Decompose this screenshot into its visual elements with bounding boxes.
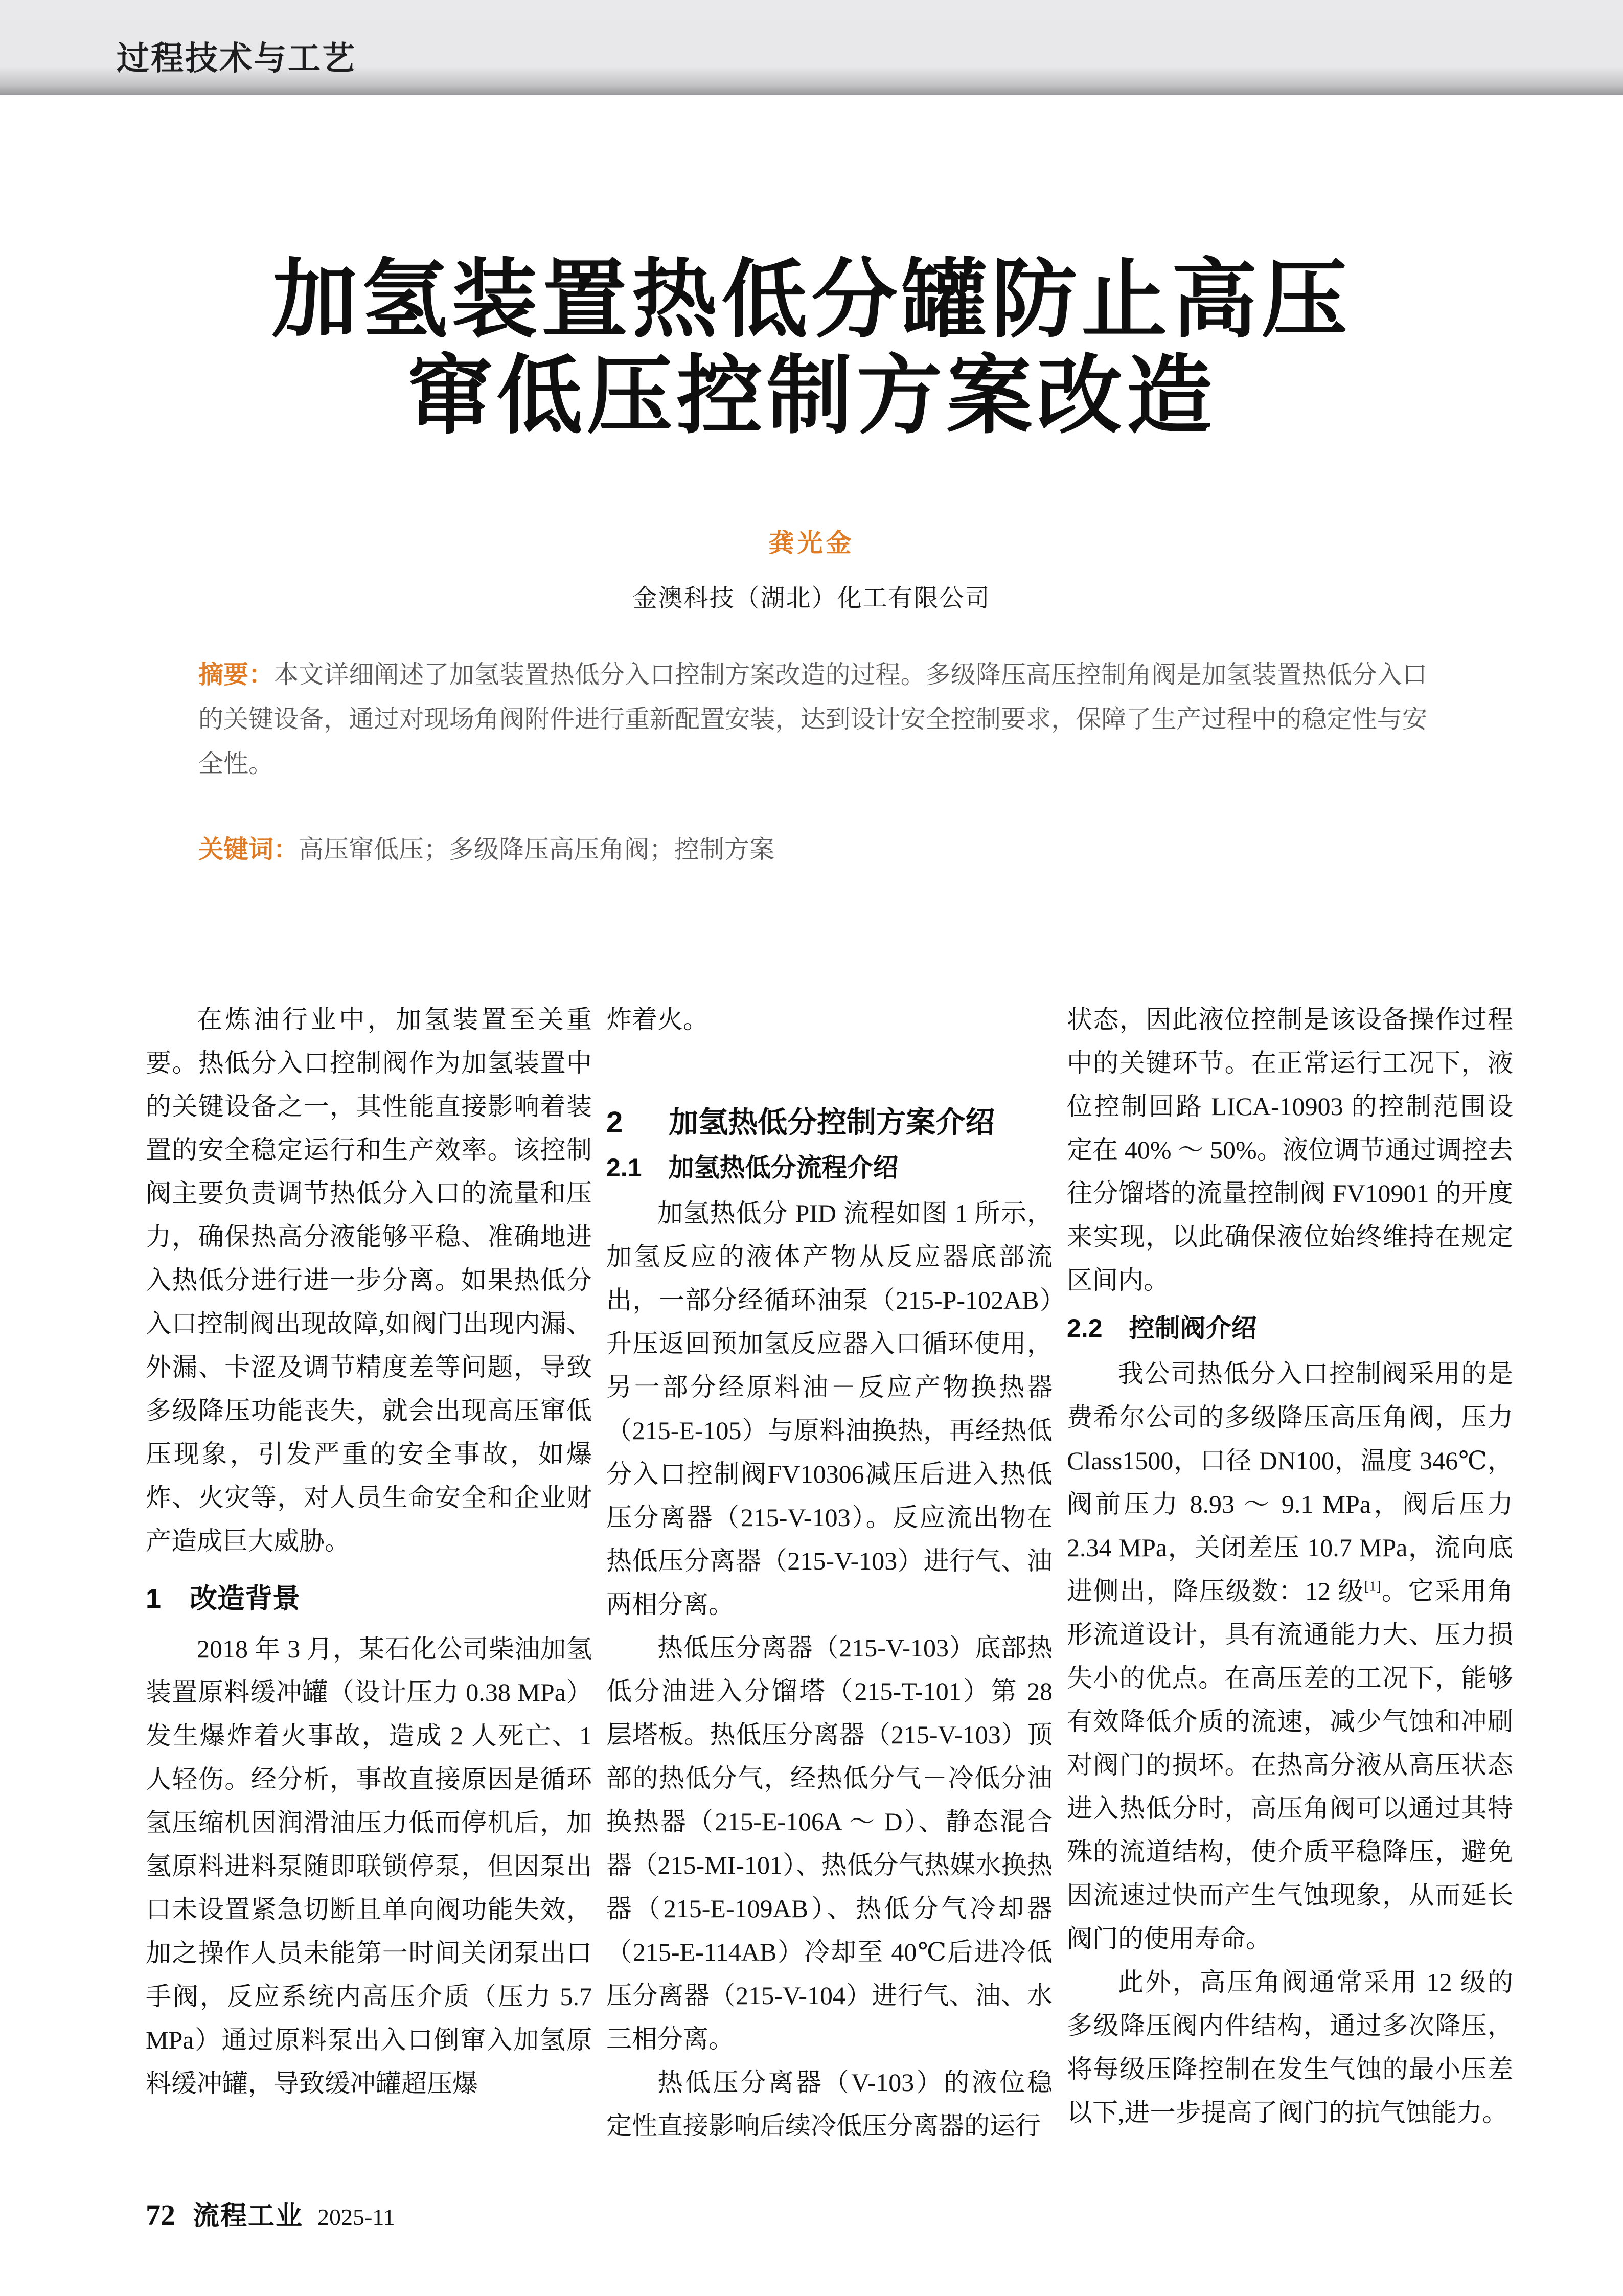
article-body: [146, 998, 1513, 2148]
valve-spec-text: 我公司热低分入口控制阀采用的是费希尔公司的多级降压高压角阀，压力 Class1500，口径 DN100，温度 346℃，阀前压力 8.93 ～ 9.1 MPa，阀后压力 2.34 MPa，关闭差压 10.7 MPa，流向底进侧出，降压级数：12 级: [1067, 1359, 1513, 1605]
subsection-title: 控制阀介绍: [1129, 1314, 1257, 1343]
author-affiliation: 金澳科技（湖北）化工有限公司: [632, 585, 991, 612]
subsection-number: 2.2: [1067, 1314, 1103, 1343]
subsection-heading-2-2: [1067, 1311, 1513, 1345]
section-title: 改造背景: [190, 1583, 301, 1614]
section-label: 过程技术与工艺: [117, 40, 356, 77]
paragraph-continuation: 状态，因此液位控制是该设备操作过程中的关键环节。在正常运行工况下，液位控制回路 LICA-10903 的控制范围设定在 40% ～ 50%。液位调节通过调控去往分馏塔的流量控制阀 FV10901 的开度来实现，以此确保液位始终维持在规定区间内。: [1067, 1005, 1513, 1294]
abstract-label: 摘要：: [198, 661, 274, 689]
journal-issue: 2025-11: [317, 2204, 395, 2230]
paragraph-intro: 在炼油行业中，加氢装置至关重要。热低分入口控制阀作为加氢装置中的关键设备之一，其性能直接影响着装置的安全稳定运行和生产效率。该控制阀主要负责调节热低分入口的流量和压力，确保热高分液能够平稳、准确地进入热低分进行进一步分离。如果热低分入口控制阀出现故障,如阀门出现内漏、外漏、卡涩及调节精度差等问题，导致多级降压功能丧失，就会出现高压窜低压现象，引发严重的安全事故，如爆炸、火灾等，对人员生命安全和企业财产造成巨大威胁。: [146, 1005, 592, 1555]
paragraph-process-flow: 加氢热低分 PID 流程如图 1 所示，加氢反应的液体产物从反应器底部流出，一部分经循环油泵（215-P-102AB）升压返回预加氢反应器入口循环使用，另一部分经原料油－反应产物换热器（215-E-105）与原料油换热，再经热低分入口控制阀FV10306减压后进入热低压分离器（215-V-103）。反应流出物在热低压分离器（215-V-103）进行气、油两相分离。: [606, 1199, 1053, 1619]
masthead-band: [0, 0, 1623, 95]
section-heading-2: [606, 1104, 1053, 1142]
paragraph-valve-intro: [1067, 1352, 1513, 1961]
subsection-heading-2-1: [606, 1151, 1053, 1185]
body-column-1: [146, 998, 592, 2148]
paragraph-separator-flow: 热低压分离器（215-V-103）底部热低分油进入分馏塔（215-T-101）第 28 层塔板。热低压分离器（215-V-103）顶部的热低分气，经热低分气－冷低分油换热器（215-E-106A ～ D）、静态混合器（215-MI-101）、热低分气热媒水换热器（215-E-109AB）、热低分气冷却器（215-E-114AB）冷却至 40℃后进冷低压分离器（215-V-104）进行气、油、水三相分离。: [606, 1633, 1053, 2053]
keywords-block: [198, 834, 1427, 865]
subsection-title: 加氢热低分流程介绍: [668, 1153, 899, 1182]
section-heading-1: [146, 1580, 592, 1617]
section-number: 2: [606, 1106, 623, 1139]
valve-design-text: 。它采用角形流道设计，具有流通能力大、压力损失小的优点。在高压差的工况下，能够有效降低介质的流速，减少气蚀和冲刷对阀门的损坏。在热高分液从高压状态进入热低分时，高压角阀可以通过其特殊的流道结构，使介质平稳降压，避免因流速过快而产生气蚀现象，从而延长阀门的使用寿命。: [1067, 1577, 1514, 1953]
paragraph-level-control: 热低压分离器（V-103）的液位稳定性直接影响后续冷低压分离器的运行: [606, 2068, 1053, 2140]
keywords-label: 关键词：: [198, 836, 299, 863]
article-title-line2: 窜低压控制方案改造: [406, 348, 1217, 444]
article-title: [0, 252, 1623, 444]
journal-name: 流程工业: [193, 2202, 304, 2231]
section-number: 1: [146, 1583, 162, 1614]
paragraph-background: 2018 年 3 月，某石化公司柴油加氢装置原料缓冲罐（设计压力 0.38 MPa）发生爆炸着火事故，造成 2 人死亡、1 人轻伤。经分析，事故直接原因是循环氢压缩机因润滑油压力低而停机后，加氢原料进料泵随即联锁停泵，但因泵出口未设置紧急切断且单向阀功能失效，加之操作人员未能第一时间关闭泵出口手阀，反应系统内高压介质（压力 5.7 MPa）通过原料泵出入口倒窜入加氢原料缓冲罐，导致缓冲罐超压爆: [146, 1634, 592, 2098]
paragraph-continuation: 炸着火。: [606, 1005, 708, 1034]
page-number: 72: [146, 2198, 175, 2232]
reference-marker: [1]: [1364, 1578, 1381, 1594]
page-footer: [146, 2194, 395, 2233]
abstract-text: 本文详细阐述了加氢装置热低分入口控制方案改造的过程。多级降压高压控制角阀是加氢装置热低分入口的关键设备，通过对现场角阀附件进行重新配置安装，达到设计安全控制要求，保障了生产过程中的稳定性与安全性。: [198, 661, 1427, 778]
body-column-2: [606, 998, 1053, 2148]
body-column-3: [1067, 998, 1513, 2148]
author-name: 龚光金: [768, 529, 855, 557]
subsection-number: 2.1: [606, 1153, 642, 1182]
keywords-text: 高压窜低压；多级降压高压角阀；控制方案: [299, 836, 775, 863]
abstract-block: [198, 653, 1427, 786]
article-title-line1: 加氢装置热低分罐防止高压: [271, 252, 1352, 348]
section-title: 加氢热低分控制方案介绍: [669, 1106, 995, 1139]
paragraph-valve-trim: 此外，高压角阀通常采用 12 级的多级降压阀内件结构，通过多次降压，将每级压降控制在发生气蚀的最小压差以下,进一步提高了阀门的抗气蚀能力。: [1067, 1968, 1513, 2127]
